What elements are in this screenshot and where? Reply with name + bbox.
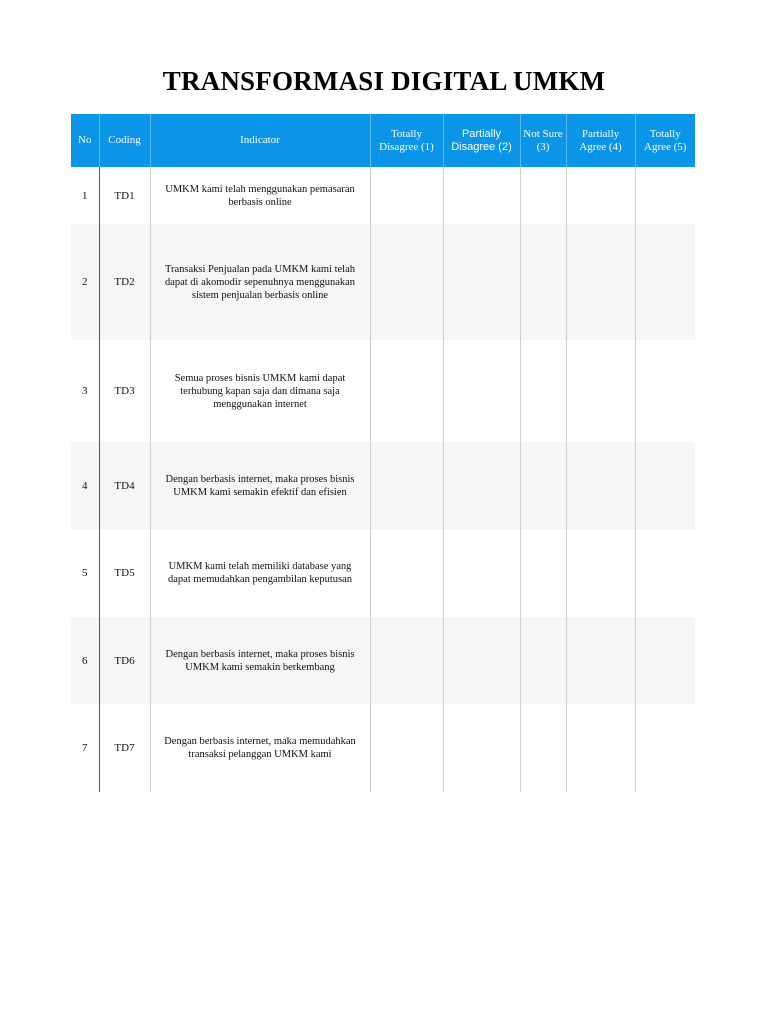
cell-totally-agree[interactable] <box>635 224 695 340</box>
table-row <box>71 340 695 442</box>
header-row <box>71 114 695 167</box>
cell-totally-agree[interactable] <box>635 617 695 704</box>
cell-no: 2 <box>71 224 99 340</box>
cell-indicator <box>150 617 370 704</box>
cell-partially-disagree[interactable] <box>443 529 520 617</box>
cell-not-sure[interactable] <box>520 529 566 617</box>
cell-totally-agree[interactable] <box>635 442 695 529</box>
cell-not-sure[interactable] <box>520 704 566 792</box>
cell-coding: TD7 <box>99 704 150 792</box>
cell-totally-agree[interactable] <box>635 340 695 442</box>
indicator-text: UMKM kami telah memiliki database yang dapat memudahkan pengambilan keputusan <box>168 561 352 585</box>
table-row <box>71 167 695 224</box>
header-totally-disagree: Totally Disagree (1) <box>370 114 443 167</box>
cell-totally-disagree[interactable] <box>370 224 443 340</box>
cell-not-sure[interactable] <box>520 340 566 442</box>
cell-not-sure[interactable] <box>520 617 566 704</box>
cell-partially-agree[interactable] <box>566 167 635 224</box>
header-totally-agree: Totally Agree (5) <box>635 114 695 167</box>
cell-partially-disagree[interactable] <box>443 340 520 442</box>
cell-indicator <box>150 704 370 792</box>
table-row <box>71 617 695 704</box>
header-partially-agree: Partially Agree (4) <box>566 114 635 167</box>
header-indicator: Indicator <box>150 114 370 167</box>
table-row <box>71 704 695 792</box>
header-coding: Coding <box>99 114 150 167</box>
cell-totally-disagree[interactable] <box>370 529 443 617</box>
indicator-text: UMKM kami telah menggunakan pemasaran berbasis online <box>165 183 355 208</box>
indicator-text: Dengan berbasis internet, maka proses bisnis UMKM kami semakin berkembang <box>165 648 355 673</box>
cell-partially-agree[interactable] <box>566 529 635 617</box>
cell-coding: TD6 <box>99 617 150 704</box>
cell-no: 1 <box>71 167 99 224</box>
cell-indicator <box>150 529 370 617</box>
header-partially-disagree: Partially Disagree (2) <box>443 114 520 167</box>
cell-totally-disagree[interactable] <box>370 340 443 442</box>
indicator-text: Semua proses bisnis UMKM kami dapat terhubung kapan saja dan dimana saja menggunakan internet <box>174 372 346 410</box>
header-no: No <box>71 114 99 167</box>
indicator-text: Dengan berbasis internet, maka proses bisnis UMKM kami semakin efektif dan efisien <box>165 473 355 498</box>
table-row <box>71 529 695 617</box>
cell-no: 6 <box>71 617 99 704</box>
cell-totally-agree[interactable] <box>635 529 695 617</box>
cell-totally-agree[interactable] <box>635 704 695 792</box>
survey-table <box>71 114 695 792</box>
page-title: TRANSFORMASI DIGITAL UMKM <box>162 66 606 96</box>
cell-no: 5 <box>71 529 99 617</box>
cell-totally-disagree[interactable] <box>370 704 443 792</box>
cell-partially-disagree[interactable] <box>443 224 520 340</box>
cell-partially-disagree[interactable] <box>443 442 520 529</box>
cell-partially-agree[interactable] <box>566 704 635 792</box>
table-row <box>71 224 695 340</box>
cell-partially-agree[interactable] <box>566 224 635 340</box>
cell-coding: TD1 <box>99 167 150 224</box>
header-not-sure: Not Sure (3) <box>520 114 566 167</box>
table-body <box>71 167 695 792</box>
cell-indicator <box>150 340 370 442</box>
cell-not-sure[interactable] <box>520 442 566 529</box>
cell-totally-disagree[interactable] <box>370 442 443 529</box>
cell-partially-disagree[interactable] <box>443 167 520 224</box>
cell-indicator <box>150 167 370 224</box>
cell-partially-disagree[interactable] <box>443 704 520 792</box>
cell-no: 4 <box>71 442 99 529</box>
cell-coding: TD3 <box>99 340 150 442</box>
cell-coding: TD2 <box>99 224 150 340</box>
cell-no: 7 <box>71 704 99 792</box>
indicator-text: Transaksi Penjualan pada UMKM kami telah dapat di akomodir sepenuhnya menggunakan sistem penjualan berbasis online <box>164 263 356 301</box>
table-row <box>71 442 695 529</box>
cell-partially-disagree[interactable] <box>443 617 520 704</box>
cell-not-sure[interactable] <box>520 224 566 340</box>
cell-partially-agree[interactable] <box>566 617 635 704</box>
cell-partially-agree[interactable] <box>566 442 635 529</box>
cell-indicator <box>150 442 370 529</box>
cell-partially-agree[interactable] <box>566 340 635 442</box>
indicator-text: Dengan berbasis internet, maka memudahkan transaksi pelanggan UMKM kami <box>164 736 356 760</box>
cell-totally-disagree[interactable] <box>370 617 443 704</box>
cell-totally-agree[interactable] <box>635 167 695 224</box>
cell-coding: TD4 <box>99 442 150 529</box>
cell-indicator <box>150 224 370 340</box>
cell-not-sure[interactable] <box>520 167 566 224</box>
cell-no: 3 <box>71 340 99 442</box>
cell-coding: TD5 <box>99 529 150 617</box>
cell-totally-disagree[interactable] <box>370 167 443 224</box>
